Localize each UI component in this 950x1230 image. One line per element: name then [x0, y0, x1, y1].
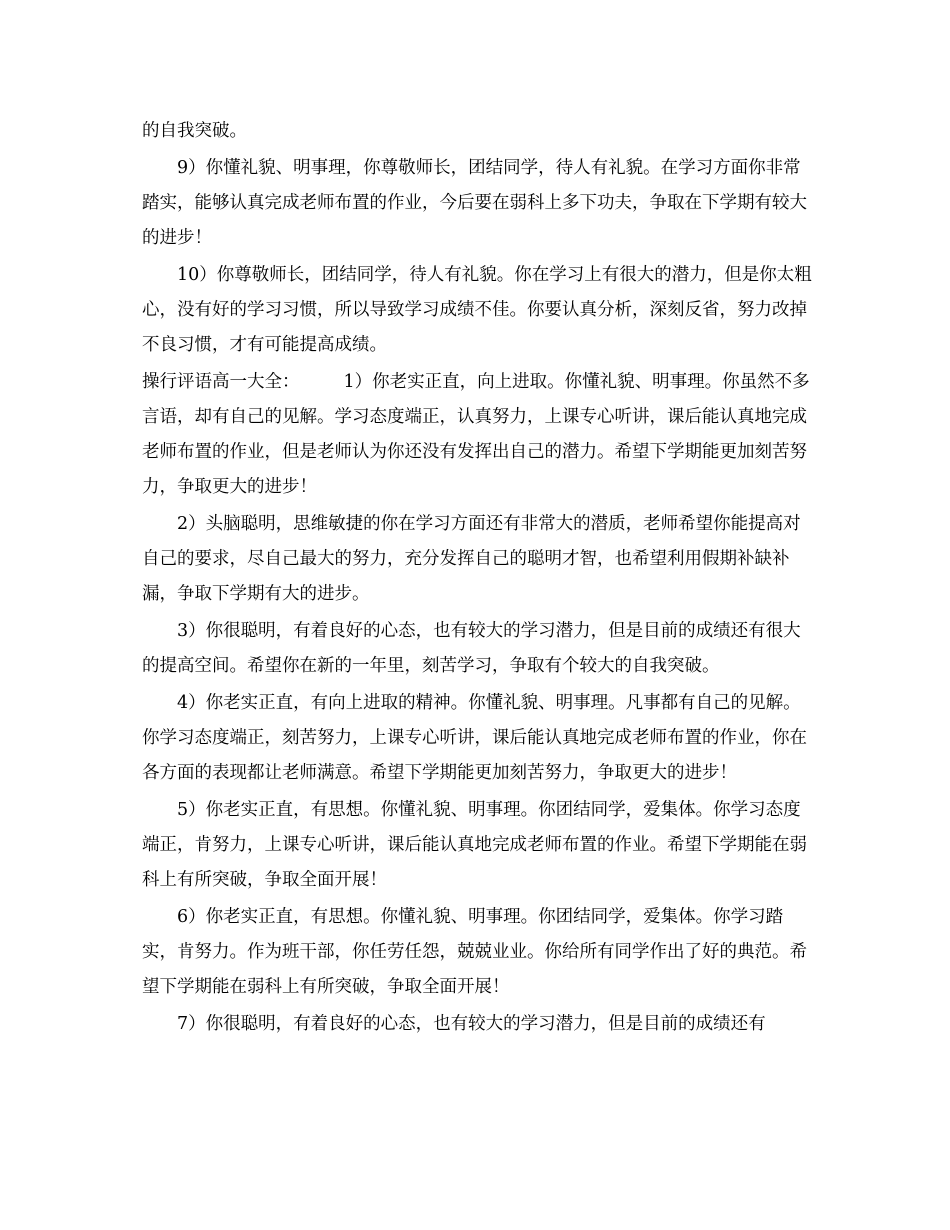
paragraph-comment-10: 10）你尊敬师长，团结同学，待人有礼貌。你在学习上有很大的潜力，但是你太粗心，没有好的学习习惯，所以导致学习成绩不佳。你要认真分析，深刻反省，努力改掉不良习惯，才有可能提高成绩。 — [142, 265, 812, 355]
paragraph-comment-1: 1）你老实正直，向上进取。你懂礼貌、明事理。你虽然不多言语，却有自己的见解。学习态度端正，认真努力，上课专心听讲，课后能认真地完成老师布置的作业，但是老师认为你还没有发挥出自己的潜力。希望下学期能更加刻苦努力，争取更大的进步！ — [142, 372, 810, 497]
paragraph-comment-3: 3）你很聪明，有着良好的心态，也有较大的学习潜力，但是目前的成绩还有很大的提高空间。希望你在新的一年里，刻苦学习，争取有个较大的自我突破。 — [142, 621, 801, 676]
section-heading: 操行评语高一大全： — [142, 372, 300, 392]
paragraph-continuation: 的自我突破。 — [142, 121, 247, 141]
paragraph-comment-9: 9）你懂礼貌、明事理，你尊敬师长，团结同学，待人有礼貌。在学习方面你非常踏实，能够认真完成老师布置的作业，今后要在弱科上多下功夫，争取在下学期有较大的进步！ — [142, 158, 807, 248]
paragraph-comment-7: 7）你很聪明，有着良好的心态，也有较大的学习潜力，但是目前的成绩还有 — [177, 1014, 766, 1034]
paragraph-section-start — [142, 365, 812, 505]
document-body — [142, 114, 812, 1044]
paragraph-comment-2: 2）头脑聪明，思维敏捷的你在学习方面还有非常大的潜质，老师希望你能提高对自己的要求，尽自己最大的努力，充分发挥自己的聪明才智，也希望利用假期补缺补漏，争取下学期有大的进步。 — [142, 514, 801, 604]
paragraph-comment-4: 4）你老实正直，有向上进取的精神。你懂礼貌、明事理。凡事都有自己的见解。你学习态度端正，刻苦努力，上课专心听讲，课后能认真地完成老师布置的作业，你在各方面的表现都让老师满意。希望下学期能更加刻苦努力，争取更大的进步！ — [142, 693, 807, 783]
paragraph-comment-5: 5）你老实正直，有思想。你懂礼貌、明事理。你团结同学，爱集体。你学习态度端正，肯努力，上课专心听讲，课后能认真地完成老师布置的作业。希望下学期能在弱科上有所突破，争取全面开展！ — [142, 800, 807, 890]
paragraph-comment-6: 6）你老实正直，有思想。你懂礼貌、明事理。你团结同学，爱集体。你学习踏实，肯努力。作为班干部，你任劳任怨，兢兢业业。你给所有同学作出了好的典范。希望下学期能在弱科上有所突破，争取全面开展！ — [142, 907, 807, 997]
